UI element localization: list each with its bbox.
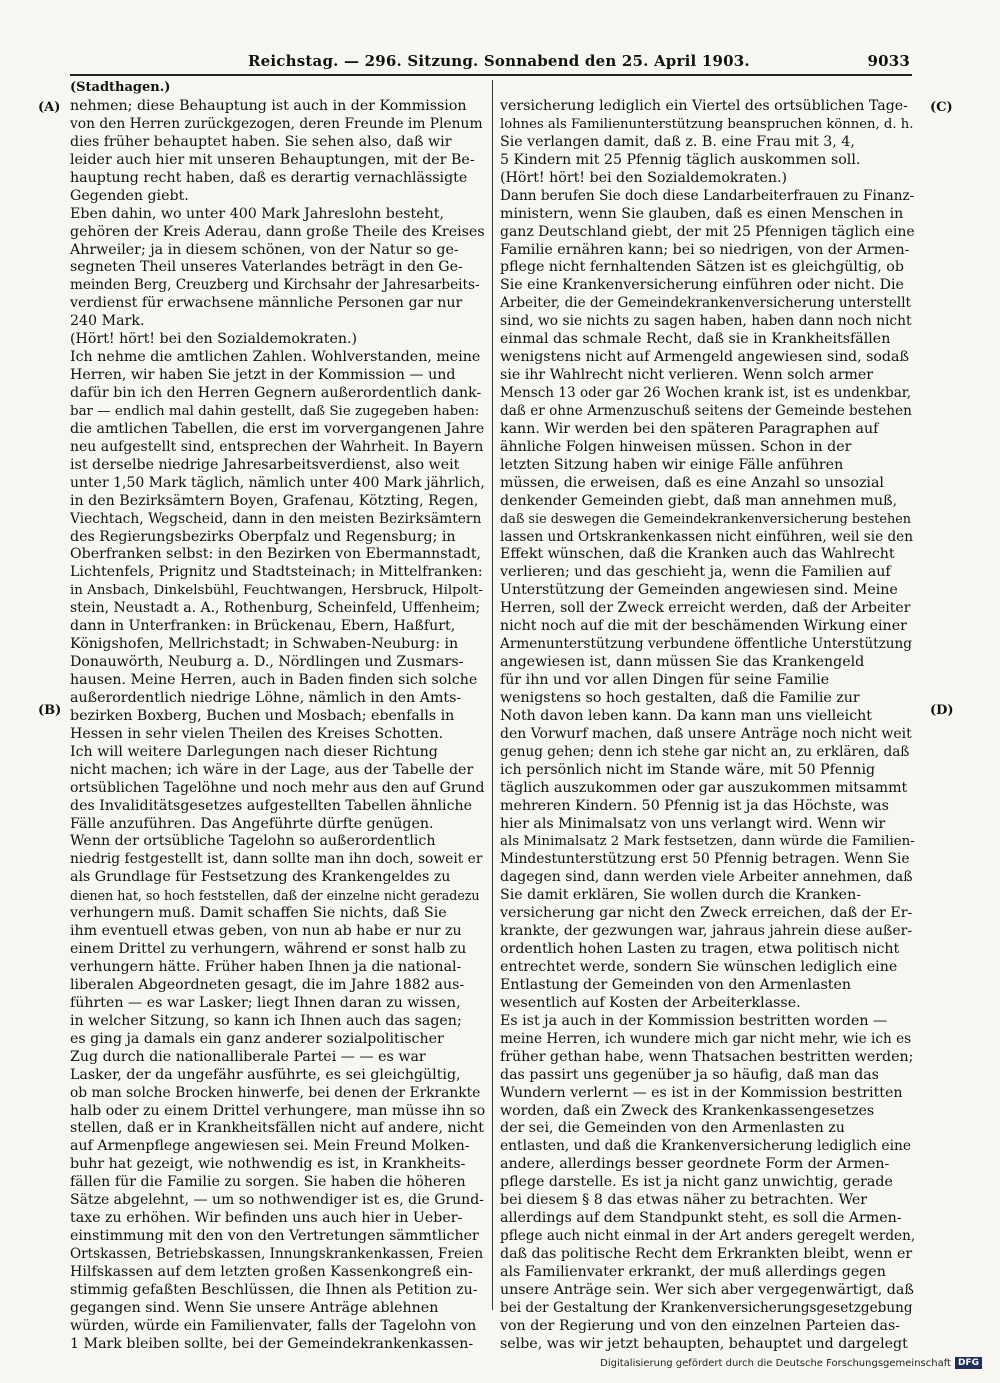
text-line: das passirt uns gegenüber ja so häufig, daß man das	[500, 1066, 879, 1083]
text-line: Ortskassen, Betriebskassen, Innungskrankenkassen, Freien	[70, 1246, 484, 1262]
text-line: 240 Mark.	[70, 313, 145, 330]
text-line: (Hört! hört! bei den Sozialdemokraten.)	[500, 169, 788, 186]
text-line: segneten Theil unseres Vaterlandes beträgt in den Ge-	[70, 259, 463, 276]
text-line: früher gethan habe, wenn Thatsachen bestritten werden;	[500, 1048, 914, 1065]
text-line: Königshofen, Mellrichstadt; in Schwaben-Neuburg: in	[70, 636, 459, 653]
text-line: bezirken Boxberg, Buchen und Mosbach; ebenfalls in	[70, 707, 455, 724]
text-line: nehmen; diese Behauptung ist auch in der Kommission	[70, 98, 467, 114]
text-line: kann. Wir werden bei den späteren Paragraphen auf	[500, 420, 879, 437]
text-line: verhungern muß. Damit schaffen Sie nichts, daß Sie	[70, 905, 447, 922]
text-line: ordentlich hohen Lasten zu tragen, etwa politisch nicht	[500, 941, 900, 958]
text-line: stein, Neustadt a. A., Rothenburg, Scheinfeld, Uffenheim;	[70, 600, 481, 617]
text-line: stimmig gefaßten Beschlüssen, die Ihnen als Petition zu-	[70, 1281, 478, 1298]
dfg-logo: DFG	[955, 1357, 982, 1369]
text-line: ortsüblichen Tagelöhne und noch mehr aus den auf Grund	[70, 779, 485, 796]
text-line: ähnliche Folgen hinweisen müssen. Schon in der	[500, 438, 852, 455]
text-line: Lasker, der da ungefähr ausführte, es sei gleichgültig,	[70, 1066, 461, 1083]
text-line: Sie eine Krankenversicherung einführen oder nicht. Die	[500, 277, 904, 294]
text-line: Sie verlangen damit, daß z. B. eine Frau mit 3, 4,	[500, 133, 855, 150]
text-line: versicherung lediglich ein Viertel des ortsüblichen Tage-	[500, 98, 908, 114]
text-line: wenigstens nicht auf Armengeld angewiesen sind, sodaß	[500, 349, 909, 366]
text-line: müssen, die erweisen, daß es eine Anzahl so unsozial	[500, 474, 884, 491]
text-line: führten — es war Lasker; liegt Ihnen daran zu wissen,	[70, 994, 461, 1011]
text-line: Mindestunterstützung erst 50 Pfennig betragen. Wenn Sie	[500, 851, 910, 868]
text-line: unsere Anträge sein. Wer sich aber vergegenwärtigt, daß	[500, 1281, 914, 1298]
text-line: Ich nehme die amtlichen Zahlen. Wohlverstanden, meine	[70, 349, 481, 366]
right-column	[500, 98, 915, 1354]
text-line: einmal das schmale Recht, daß sie in Krankheitsfällen	[500, 331, 891, 348]
text-line: Ich will weitere Darlegungen nach dieser Richtung	[70, 743, 438, 760]
text-line: sind, wo sie nichts zu sagen haben, haben dann noch nicht	[500, 313, 912, 330]
text-line: allerdings auf dem Standpunkt steht, es soll die Armen-	[500, 1210, 902, 1227]
text-line: pflege darstelle. Es ist ja nicht ganz unwichtig, gerade	[500, 1174, 893, 1191]
text-line: von den Herren zurückgezogen, deren Freunde im Plenum	[70, 115, 483, 132]
text-line: bar — endlich mal dahin gestellt, daß Sie zugegeben haben:	[70, 403, 480, 419]
text-line: lohnes als Familienunterstützung beanspruchen können, d. h.	[500, 116, 914, 132]
text-line: Sätze abgelehnt, — um so nothwendiger ist es, die Grund-	[70, 1192, 484, 1209]
text-line: die amtlichen Tabellen, die erst im vorvergangenen Jahre	[70, 420, 485, 437]
text-line: einstimmung mit den von den Vertretungen sämmtlicher	[70, 1228, 479, 1245]
text-line: Unterstützung der Gemeinden angewiesen sind. Meine	[500, 582, 898, 599]
text-line: neu aufgestellt sind, entsprechen der Wahrheit. In Bayern	[70, 438, 484, 455]
text-line: ihm eventuell etwas geben, von nun ab habe er nur zu	[70, 923, 462, 940]
text-line: daß das politische Recht dem Erkrankten bleibt, wenn er	[500, 1246, 913, 1262]
text-line: Eben dahin, wo unter 400 Mark Jahreslohn besteht,	[70, 205, 444, 222]
margin-marker-a: (A)	[38, 100, 61, 115]
text-line: krankte, der gezwungen war, jahraus jahrein diese außer-	[500, 923, 913, 940]
text-line: nicht noch auf die mit der beschämenden Wirkung einer	[500, 618, 907, 635]
text-line: meinden Berg, Creuzberg und Kirchsahr der Jahresarbeits-	[70, 277, 480, 294]
text-line: denkender Gemeinden giebt, daß man annehmen muß,	[500, 492, 898, 509]
text-line: Armenunterstützung verbundene öffentliche Unterstützung	[500, 636, 912, 653]
text-line: Arbeiter, die der Gemeindekrankenversicherung unterstellt	[500, 295, 912, 312]
text-line: für ihn und vor allen Dingen für seine Familie	[500, 672, 830, 688]
text-line: Herren, wir haben Sie jetzt in der Kommission — und	[70, 367, 456, 384]
text-line: verlieren; und das geschieht ja, wenn die Familien auf	[500, 564, 891, 581]
text-line: halb oder zu einem Drittel verhungere, man müsse ihn so	[70, 1102, 485, 1119]
text-line: selbe, was wir jetzt behaupten, behauptet und dargelegt	[500, 1335, 908, 1352]
text-line: daß er ohne Armenzuschuß seitens der Gemeinde bestehen	[500, 402, 912, 419]
text-line: in welcher Sitzung, so kann ich Ihnen auch das sagen;	[70, 1012, 462, 1029]
text-line: Hessen in sehr vielen Theilen des Kreises Schotten.	[70, 725, 444, 742]
text-line: dienen hat, so hoch feststellen, daß der einzelne nicht geradezu	[70, 888, 480, 904]
header-rule	[70, 74, 912, 76]
text-line: unter 1,50 Mark täglich, nämlich unter 400 Mark jährlich,	[70, 474, 485, 491]
margin-marker-c: (C)	[930, 100, 953, 115]
text-line: Oberfranken selbst: in den Bezirken von Ebermannstadt,	[70, 546, 482, 563]
text-line: Wenn der ortsübliche Tagelohn so außerordentlich	[70, 833, 436, 850]
text-line: daß sie deswegen die Gemeindekrankenversicherung bestehen	[500, 511, 912, 527]
text-line: dann in Unterfranken: in Brückenau, Ebern, Haßfurt,	[70, 618, 456, 635]
text-line: auf Armenpflege angewiesen sei. Mein Freund Molken-	[70, 1138, 470, 1155]
text-line: dies früher behauptet haben. Sie sehen also, daß wir	[70, 133, 452, 150]
margin-marker-d: (D)	[930, 703, 954, 718]
text-line: des Regierungsbezirks Oberpfalz und Regensburg; in	[70, 528, 456, 545]
text-line: ganz Deutschland giebt, der mit 25 Pfennigen täglich eine	[500, 223, 915, 240]
credit-text: Digitalisierung gefördert durch die Deutsche Forschungsgemeinschaft	[600, 1357, 951, 1369]
text-line: entlasten, und daß die Krankenversicherung lediglich eine	[500, 1138, 912, 1155]
text-line: ministern, wenn Sie glauben, daß es einen Menschen in	[500, 205, 904, 222]
running-title: Reichstag. — 296. Sitzung. Sonnabend den 25. April 1903.	[248, 52, 750, 70]
text-line: des Invaliditätsgesetzes aufgestellten Tabellen ähnliche	[70, 797, 473, 814]
text-line: Sie damit erklären, Sie wollen durch die Kranken-	[500, 887, 861, 904]
text-line: ob man solche Brocken hinwerfe, bei denen der Erkrankte	[70, 1084, 481, 1101]
text-line: andere, allerdings besser geordnete Form der Armen-	[500, 1156, 890, 1173]
text-line: Entlastung der Gemeinden von den Armenlasten	[500, 976, 852, 993]
text-line: dafür bin ich den Herren Gegnern außerordentlich dank-	[70, 385, 482, 401]
text-line: hauptung recht haben, daß es derartig vernachlässigte	[70, 169, 468, 186]
text-line: der sei, die Gemeinden von den Armenlasten zu	[500, 1120, 845, 1137]
text-line: dagegen sind, dann werden viele Arbeiter annehmen, daß	[500, 869, 913, 886]
left-column	[70, 98, 485, 1354]
text-line: niedrig festgestellt ist, dann sollte man ihn doch, soweit er	[70, 851, 483, 868]
text-line: verdienst für erwachsene männliche Personen gar nur	[70, 295, 463, 312]
text-line: mehreren Kindern. 50 Pfennig ist ja das Höchste, was	[500, 797, 889, 814]
text-line: hausen. Meine Herren, auch in Baden finden sich solche	[70, 672, 478, 688]
text-line: ich persönlich nicht im Stande wäre, mit 50 Pfennig	[500, 761, 876, 778]
text-line: Hilfskassen auf dem letzten großen Kassenkongreß ein-	[70, 1263, 473, 1280]
text-line: pflege auch nicht einmal in der Art anders geregelt werden,	[500, 1228, 915, 1245]
text-line: als Familienvater erkrankt, der muß allerdings gegen	[500, 1263, 886, 1280]
text-line: verhungern hätte. Früher haben Ihnen ja die national-	[70, 959, 462, 975]
text-line: meine Herren, ich wundere mich gar nicht mehr, wie ich es	[500, 1030, 912, 1047]
text-line: täglich auszukommen oder gar auszukommen mitsammt	[500, 779, 908, 796]
text-line: lassen und Ortskrankenkassen nicht einführen, weil sie den	[500, 528, 913, 545]
text-line: Dann berufen Sie doch diese Landarbeiterfrauen zu Finanz-	[500, 187, 915, 204]
text-line: letzten Sitzung haben wir einige Fälle anführen	[500, 456, 844, 473]
text-line: Familie ernähren kann; bei so niedrigen, von der Armen-	[500, 241, 910, 258]
speaker-name: (Stadthagen.)	[70, 80, 171, 95]
text-line: nicht machen; ich wäre in der Lage, aus der Tabelle der	[70, 761, 474, 778]
text-line: Herren, soll der Zweck erreicht werden, daß der Arbeiter	[500, 600, 911, 617]
text-line: als Grundlage für Festsetzung des Krankengeldes zu	[70, 869, 451, 886]
text-line: genug gehen; denn ich stehe gar nicht an, zu erklären, daß	[500, 743, 910, 760]
text-line: Fälle anzuführen. Das Angeführte dürfte genügen.	[70, 815, 434, 832]
text-line: Es ist ja auch in der Kommission bestritten worden —	[500, 1012, 888, 1029]
text-line: hier als Minimalsatz von uns verlangt wird. Wenn wir	[500, 815, 886, 832]
text-line: Lichtenfels, Prignitz und Stadtsteinach; in Mittelfranken:	[70, 564, 483, 581]
text-line: außerordentlich niedrige Löhne, nämlich in den Amts-	[70, 689, 462, 706]
text-line: entrechtet werde, sondern Sie wünschen lediglich eine	[500, 959, 898, 975]
text-line: es ging ja damals ein ganz anderer sozialpolitischer	[70, 1030, 444, 1047]
text-line: gegangen sind. Wenn Sie unsere Anträge ablehnen	[70, 1299, 439, 1316]
footer-credit	[600, 1357, 982, 1369]
text-line: pflege nicht fernhaltenden Sätzen ist es gleichgültig, ob	[500, 259, 904, 276]
text-line: einem Drittel zu verhungern, während er sonst halb zu	[70, 941, 467, 958]
text-line: liberalen Abgeordneten gesagt, die im Jahre 1882 aus-	[70, 976, 465, 993]
text-line: (Hört! hört! bei den Sozialdemokraten.)	[70, 331, 358, 348]
running-header	[70, 52, 910, 72]
text-line: Gegenden giebt.	[70, 187, 189, 204]
text-line: bei der Gestaltung der Krankenversicherungsgesetzgebung	[500, 1299, 913, 1316]
text-line: stellen, daß er in Krankheitsfällen nicht auf andere, nicht	[70, 1120, 484, 1137]
text-line: 5 Kindern mit 25 Pfennig täglich auskommen soll.	[500, 151, 861, 168]
text-line: würden, würde ein Familienvater, falls der Tagelohn von	[70, 1317, 477, 1334]
text-line: den Vorwurf machen, daß unsere Anträge noch nicht weit	[500, 725, 912, 742]
text-line: Zug durch die nationalliberale Partei — — es war	[70, 1048, 426, 1065]
text-line: Wundern verlernt — es ist in der Kommission bestritten	[500, 1084, 903, 1101]
page-number: 9033	[867, 52, 910, 70]
text-line: ist derselbe niedrige Jahresarbeitsverdienst, also weit	[70, 456, 460, 473]
text-line: in den Bezirksämtern Boyen, Grafenau, Kötzting, Regen,	[70, 492, 479, 509]
column-divider	[492, 80, 493, 1310]
text-line: Viechtach, Wegscheid, dann in den meisten Bezirksämtern	[70, 510, 482, 527]
text-line: Mensch 13 oder gar 26 Wochen krank ist, ist es undenkbar,	[500, 385, 912, 401]
text-line: angewiesen ist, dann müssen Sie das Krankengeld	[500, 654, 865, 671]
text-line: buhr hat gezeigt, wie nothwendig es ist, in Krankheits-	[70, 1156, 466, 1173]
text-line: leider auch hier mit unseren Behauptungen, mit der Be-	[70, 151, 475, 168]
text-line: Effekt wünschen, daß die Kranken auch das Wahlrecht	[500, 546, 895, 563]
text-line: Noth davon leben kann. Da kann man uns vielleicht	[500, 707, 873, 724]
text-line: sie ihr Wahlrecht nicht verlieren. Wenn solch armer	[500, 367, 874, 384]
text-line: wesentlich auf Kosten der Arbeiterklasse.	[500, 994, 801, 1011]
text-line: in Ansbach, Dinkelsbühl, Feuchtwangen, Hersbruck, Hilpolt-	[70, 583, 483, 599]
text-line: 1 Mark bleiben sollte, bei der Gemeindekrankenkassen-	[70, 1335, 474, 1352]
text-line: bei diesem § 8 das etwas näher zu betrachten. Wer	[500, 1192, 868, 1209]
text-line: Ahrweiler; ja in diesem schönen, von der Natur so ge-	[70, 241, 459, 258]
margin-marker-b: (B)	[38, 703, 62, 718]
text-line: Donauwörth, Neuburg a. D., Nördlingen und Zusmars-	[70, 654, 464, 671]
text-line: fällen für die Familie zu sorgen. Sie haben die höheren	[70, 1174, 466, 1191]
text-line: worden, daß ein Zweck des Krankenkassengesetzes	[500, 1102, 875, 1119]
text-line: versicherung gar nicht den Zweck erreichen, daß der Er-	[500, 905, 913, 922]
text-line: von der Regierung und von den einzelnen Parteien das-	[500, 1317, 901, 1334]
text-line: gehören der Kreis Aderau, dann große Theile des Kreises	[70, 223, 485, 240]
text-line: wenigstens so hoch gestalten, daß die Familie zur	[500, 689, 860, 706]
text-line: taxe zu erhöhen. Wir befinden uns auch hier in Ueber-	[70, 1210, 463, 1227]
text-line: als Minimalsatz 2 Mark festsetzen, dann würde die Familien-	[500, 834, 915, 850]
